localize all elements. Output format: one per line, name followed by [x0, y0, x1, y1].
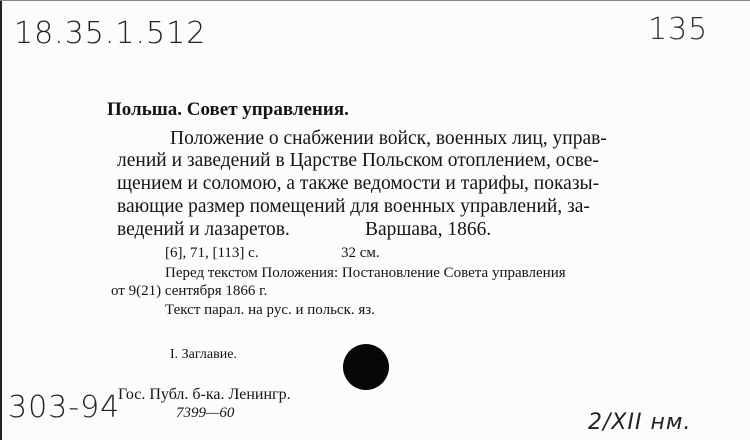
note-line-3: Текст парал. на рус. и польск. яз.: [165, 302, 375, 318]
note-line-1: Перед текстом Положения: Постановление Совета управления: [165, 265, 566, 281]
title-line-5: ведений и лазаретов.: [117, 219, 290, 240]
place-year: Варшава, 1866.: [365, 219, 492, 240]
heading: Польша. Совет управления.: [107, 99, 349, 120]
contents-note: I. Заглавие.: [170, 347, 237, 362]
date-note: 2/XII нм.: [588, 410, 692, 435]
call-number: 18.35.1.512: [14, 16, 207, 51]
card-number: 135: [648, 12, 709, 47]
title-line-3: щением и соломою, а также ведомости и тарифы, показы-: [117, 173, 600, 194]
size: 32 см.: [341, 245, 380, 261]
collation: [6], 71, [113] с.: [165, 245, 259, 261]
holding-library: Гос. Публ. б-ка. Ленингр.: [118, 386, 291, 403]
title-line-2: лений и заведений в Царстве Польском отоплением, осве-: [117, 150, 599, 171]
holding-code: 7399—60: [176, 405, 235, 421]
inventory-number: 303-94: [8, 390, 121, 425]
card-top-border: [0, 0, 750, 1]
title-line-1: Положение о снабжении войск, военных лиц, управ-: [170, 128, 607, 149]
punch-hole: [343, 344, 389, 390]
note-line-2: от 9(21) сентября 1866 г.: [111, 283, 268, 299]
card-left-border: [0, 0, 2, 440]
title-line-4: вающие размер помещений для военных управлений, за-: [117, 196, 590, 217]
